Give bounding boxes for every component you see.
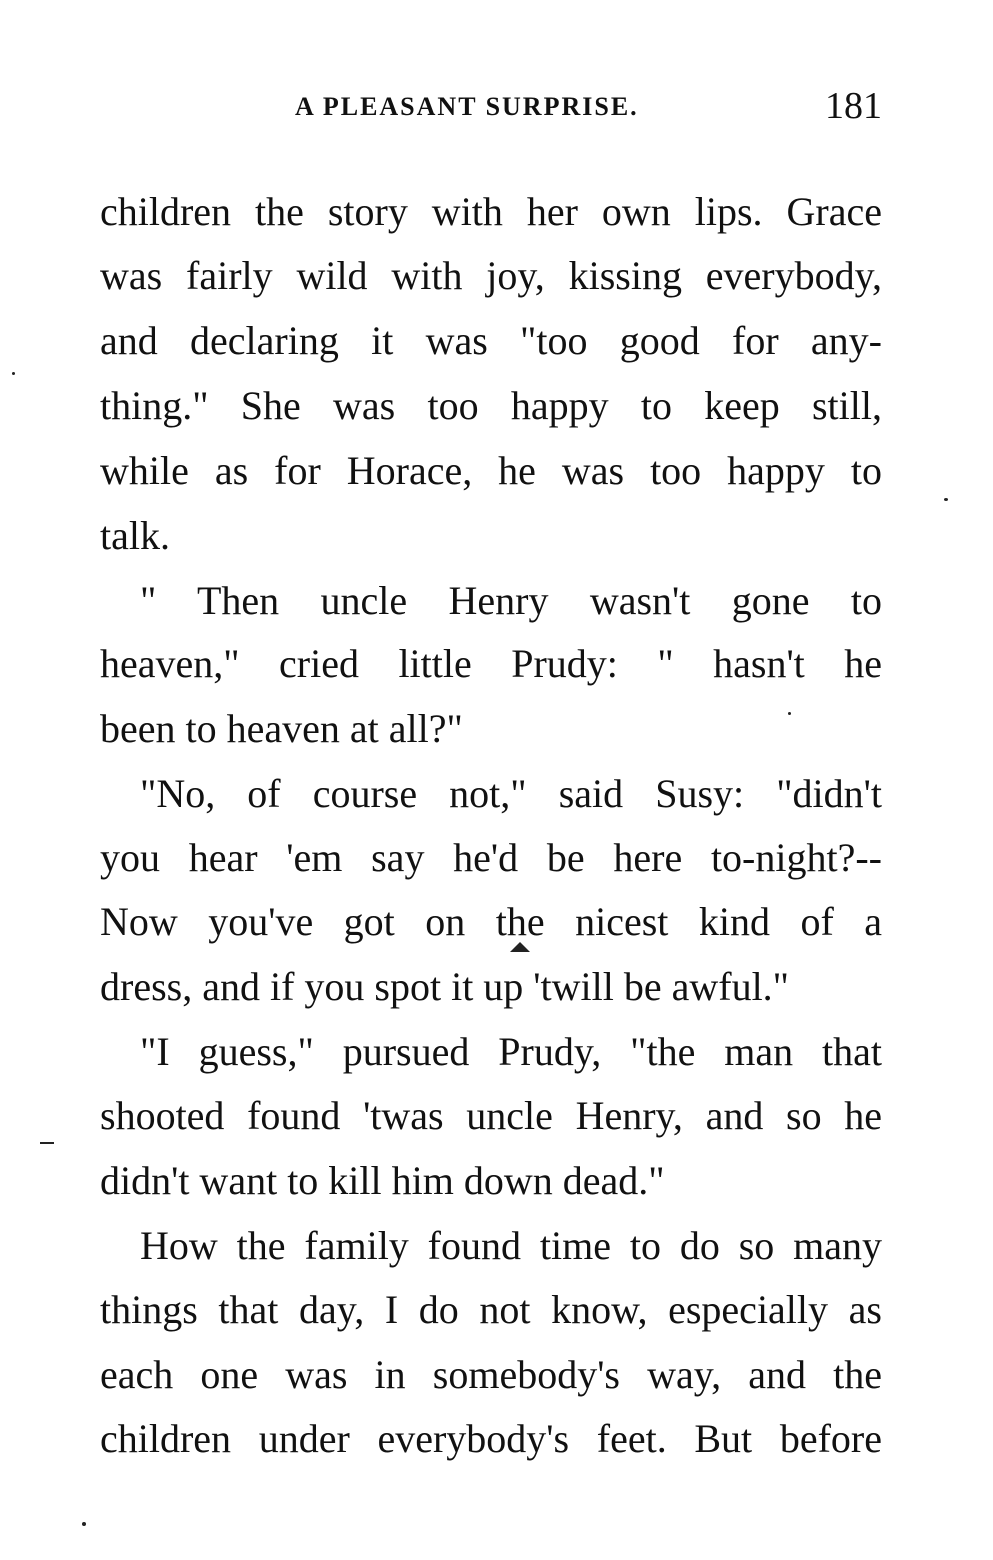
text-line: How the family found time to do so many xyxy=(140,1223,882,1268)
text-line: shooted found 'twas uncle Henry, and so he xyxy=(100,1093,882,1138)
text-line: " Then uncle Henry wasn't gone to xyxy=(140,578,882,623)
text-line: been to heaven at all?" xyxy=(100,706,463,751)
text-line: talk. xyxy=(100,513,170,558)
text-line: each one was in somebody's way, and the xyxy=(100,1352,882,1397)
text-line: children the story with her own lips. Grace xyxy=(100,189,882,234)
scan-speck xyxy=(788,712,791,715)
running-title: A PLEASANT SURPRISE. xyxy=(295,92,639,121)
scan-speck xyxy=(12,372,15,375)
scan-mark xyxy=(40,1142,54,1144)
text-line: "No, of course not," said Susy: "didn't xyxy=(140,771,882,816)
running-head xyxy=(100,84,882,132)
text-line: things that day, I do not know, especially as xyxy=(100,1287,882,1332)
scan-speck xyxy=(82,1522,86,1526)
caret-mark xyxy=(510,942,530,952)
text-line: you hear 'em say he'd be here to-night?-- xyxy=(100,835,882,880)
text-line: didn't want to kill him down dead." xyxy=(100,1158,665,1203)
text-line: Now you've got on the nicest kind of a xyxy=(100,899,882,944)
text-line: was fairly wild with joy, kissing everybody, xyxy=(100,253,882,298)
scan-speck xyxy=(944,498,948,501)
text-line: heaven," cried little Prudy: " hasn't he xyxy=(100,641,882,686)
text-line: and declaring it was "too good for any- xyxy=(100,318,882,363)
text-line: children under everybody's feet. But before xyxy=(100,1416,882,1461)
text-line: "I guess," pursued Prudy, "the man that xyxy=(140,1029,882,1074)
text-line: dress, and if you spot it up 'twill be awful." xyxy=(100,964,790,1009)
page-number: 181 xyxy=(825,85,882,127)
text-line: thing." She was too happy to keep still, xyxy=(100,383,882,428)
text-line: while as for Horace, he was too happy to xyxy=(100,448,882,493)
